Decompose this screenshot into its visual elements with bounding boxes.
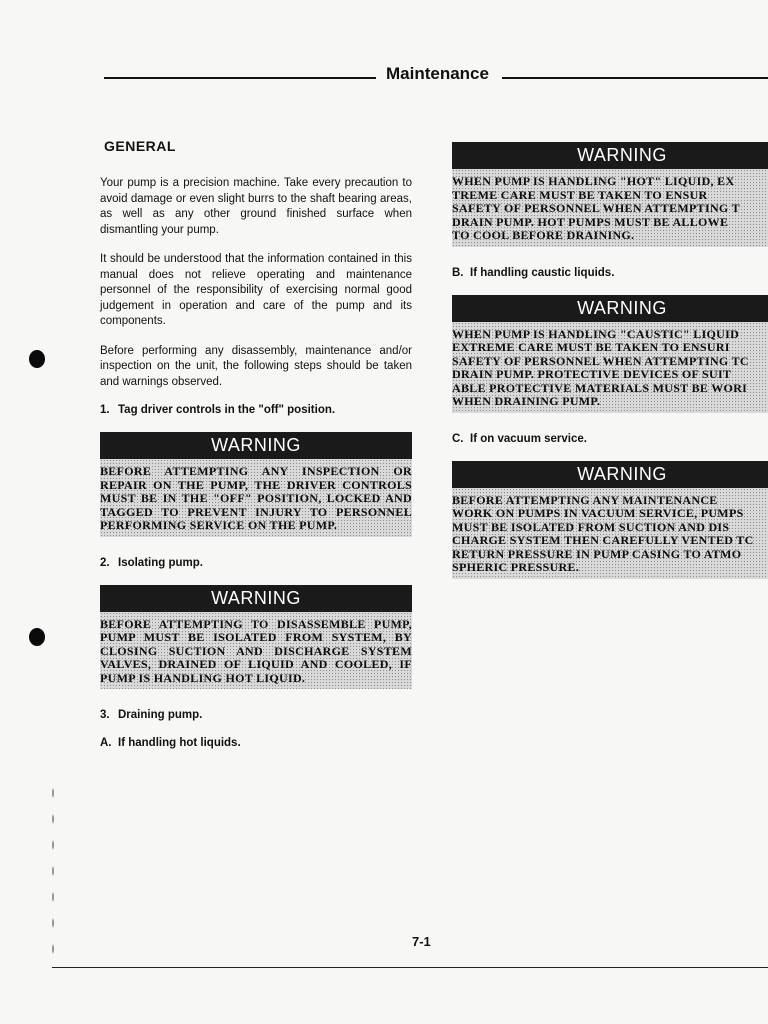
warning-box-2 [100, 585, 412, 690]
step-c [452, 433, 768, 445]
warning-line: DRAIN PUMP. HOT PUMPS MUST BE ALLOWE [452, 214, 729, 229]
step-number: 3. [100, 709, 110, 721]
warning-line: ABLE PROTECTIVE MATERIALS MUST BE WORI [452, 380, 748, 395]
warning-line: WHEN PUMP IS HANDLING "HOT" LIQUID, EX [452, 174, 735, 188]
warning-line: DRAIN PUMP. PROTECTIVE DEVICES OF SUIT [452, 367, 732, 381]
warning-text [452, 322, 768, 413]
step-number: 1. [100, 404, 110, 416]
footer-rule [52, 967, 768, 968]
page-title: Maintenance [386, 64, 489, 83]
warning-title: WARNING [100, 585, 412, 612]
step-text: If on vacuum service. [470, 432, 587, 445]
general-paragraph-3: Before performing any disassembly, maintenance and/or inspection on the unit, the following steps should be taken and warnings observed. [100, 344, 412, 388]
warning-line: WHEN DRAINING PUMP. [452, 394, 601, 408]
right-column [452, 142, 768, 599]
step-1 [100, 404, 412, 416]
warning-text [452, 169, 768, 247]
scan-specks [50, 780, 56, 960]
warning-line: WHEN PUMP IS HANDLING "CAUSTIC" LIQUID [452, 326, 740, 341]
warning-line: BEFORE ATTEMPTING ANY MAINTENANCE [452, 492, 718, 507]
warning-box-1 [100, 432, 412, 537]
warning-line: CHARGE SYSTEM THEN CAREFULLY VENTED TC [452, 533, 754, 547]
warning-box-5 [452, 461, 768, 579]
step-text: Isolating pump. [118, 556, 203, 569]
warning-line: SPHERIC PRESSURE. [452, 560, 580, 574]
binder-hole-top [29, 350, 45, 368]
left-column [100, 138, 412, 765]
warning-line: SAFETY OF PERSONNEL WHEN ATTEMPTING T [452, 201, 740, 215]
warning-text: BEFORE ATTEMPTING ANY INSPECTION OR REPAIR ON THE PUMP, THE DRIVER CONTROLS MUST BE IN THE "OFF" POSITION, LOCKED AND TAGGED TO PREVENT INJURY TO PERSONNEL PERFORMING SERVICE ON THE PUMP. [100, 459, 412, 537]
page-header [0, 64, 768, 92]
step-a [100, 737, 412, 749]
warning-line: TO COOL BEFORE DRAINING. [452, 228, 635, 242]
general-paragraph-1: Your pump is a precision machine. Take every precaution to avoid damage or even slight burrs to the shaft bearing areas, as well as any other ground finished surface when dismantling your pump. [100, 177, 412, 236]
warning-line: WORK ON PUMPS IN VACUUM SERVICE, PUMPS [452, 506, 744, 520]
step-number: A. [100, 737, 112, 749]
general-paragraph-2: It should be understood that the information contained in this manual does not relieve operating and maintenance personnel of the responsibility of exercising normal good judgement in operation and care of the pump and its components. [100, 253, 412, 327]
warning-title: WARNING [452, 142, 768, 169]
warning-text: BEFORE ATTEMPTING TO DISASSEMBLE PUMP, PUMP MUST BE ISOLATED FROM SYSTEM, BY CLOSING SUCTION AND DISCHARGE SYSTEM VALVES, DRAINED OF LIQUID AND COOLED, IF PUMP IS HANDLING HOT LIQUID. [100, 612, 412, 690]
binder-hole-bottom [29, 628, 45, 646]
page-number: 7-1 [412, 934, 431, 949]
warning-title: WARNING [452, 461, 768, 488]
warning-box-4 [452, 295, 768, 413]
warning-title: WARNING [100, 432, 412, 459]
step-3 [100, 709, 412, 721]
step-text: Draining pump. [118, 709, 203, 721]
step-number: C. [452, 432, 464, 445]
section-heading: GENERAL [104, 138, 176, 154]
warning-box-3 [452, 142, 768, 247]
header-rule-right [502, 77, 768, 79]
warning-text [452, 488, 768, 579]
step-text: If handling hot liquids. [118, 737, 241, 749]
warning-line: RETURN PRESSURE IN PUMP CASING TO ATMO [452, 546, 742, 561]
step-text: If handling caustic liquids. [470, 266, 615, 279]
step-b [452, 267, 768, 279]
warning-line: EXTREME CARE MUST BE TAKEN TO ENSURI [452, 340, 730, 354]
step-number: B. [452, 266, 464, 279]
step-text: Tag driver controls in the "off" position. [118, 404, 336, 416]
header-rule-left [104, 77, 376, 79]
warning-line: MUST BE ISOLATED FROM SUCTION AND DIS [452, 519, 730, 534]
warning-title: WARNING [452, 295, 768, 322]
warning-line: TREME CARE MUST BE TAKEN TO ENSUR [452, 187, 708, 202]
step-number: 2. [100, 556, 110, 569]
warning-line: SAFETY OF PERSONNEL WHEN ATTEMPTING TC [452, 353, 749, 368]
step-2 [100, 557, 412, 569]
